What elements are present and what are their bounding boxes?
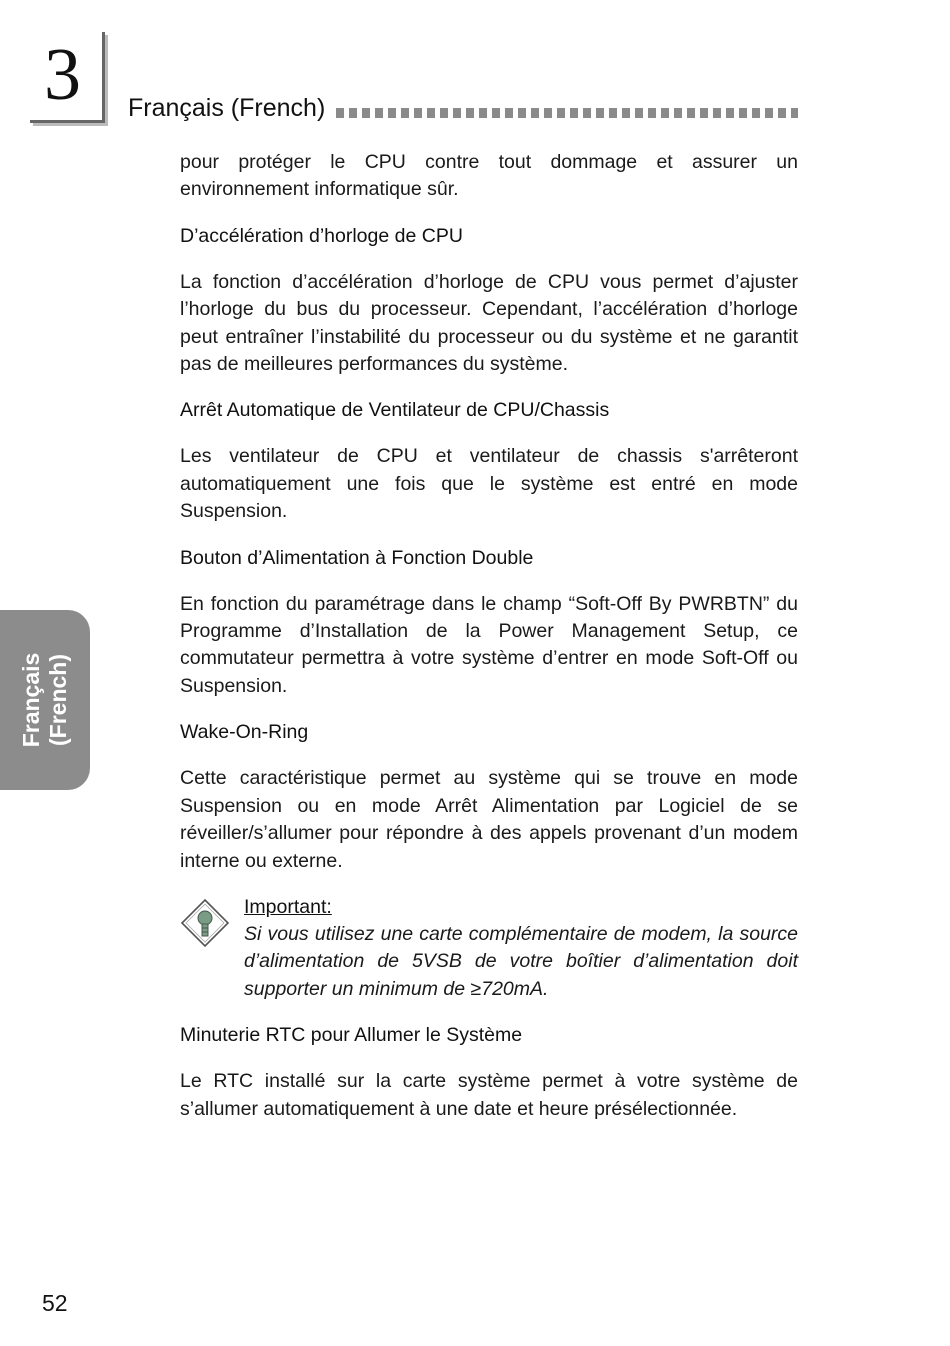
note-title: Important: — [244, 895, 332, 918]
lightbulb-diamond-icon — [180, 898, 230, 948]
paragraph: En fonction du paramétrage dans le champ “Soft-Off By PWRBTN” du Programme d’Installation de la Power Management Setup, ce commutateur permettra à votre système d’entrer en mode Soft-Off ou Suspension. — [180, 592, 798, 697]
section-heading: D’accélération d’horloge de CPU — [180, 224, 463, 247]
header-dot-rule — [336, 108, 798, 118]
section-heading: Minuterie RTC pour Allumer le Système — [180, 1024, 523, 1047]
language-side-tab — [0, 610, 90, 790]
paragraph: Le RTC installé sur la carte système permet à votre système de s’allumer automatiquement à une date et heure présélectionnée. — [180, 1070, 798, 1120]
paragraph: pour protéger le CPU contre tout dommage et assurer un environnement informatique sûr. — [180, 151, 798, 201]
side-tab-line-2: (French) — [45, 654, 71, 747]
chapter-number: 3 — [44, 34, 81, 116]
chapter-title: Français (French) — [128, 94, 326, 122]
page-number: 52 — [42, 1290, 68, 1316]
important-note — [180, 894, 798, 1003]
note-text: Si vous utilisez une carte complémentaire de modem, la source d’alimentation de 5VSB de votre boîtier d’alimentation doit supporter un minimum de ≥720mA. — [244, 922, 798, 1000]
section-heading: Wake-On-Ring — [180, 721, 309, 744]
page-content — [180, 149, 798, 1142]
paragraph: Cette caractéristique permet au système qui se trouve en mode Suspension ou en mode Arrêt Alimentation par Logiciel de se réveiller/s’allumer pour répondre à des appels provenant d’un modem interne ou externe. — [180, 767, 798, 872]
section-heading: Bouton d’Alimentation à Fonction Double — [180, 546, 534, 569]
side-tab-line-1: Français — [18, 652, 44, 748]
paragraph: La fonction d’accélération d’horloge de CPU vous permet d’ajuster l’horloge du bus du processeur. Cependant, l’accélération d’horloge peut entraîner l’instabilité du processeur ou du système et ne garantit pas de meilleures performances du système. — [180, 270, 798, 376]
paragraph: Les ventilateur de CPU et ventilateur de chassis s'arrêteront automatiquement une fois que le système est entré en mode Suspension. — [180, 445, 798, 523]
side-tab-label — [18, 653, 72, 748]
section-heading: Arrêt Automatique de Ventilateur de CPU/Chassis — [180, 399, 610, 422]
